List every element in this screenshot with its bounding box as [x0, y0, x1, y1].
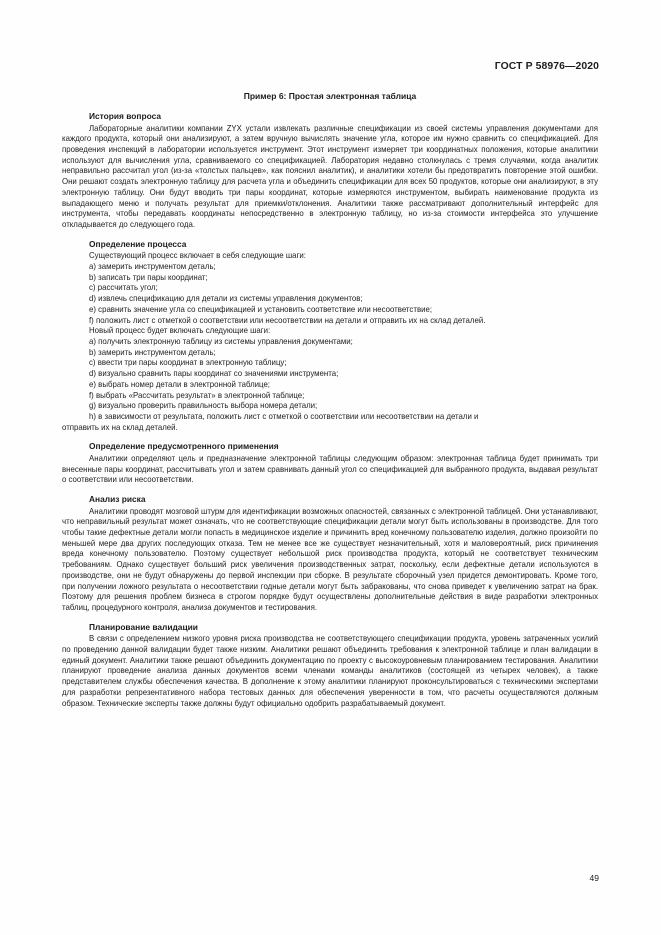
list-item: d) визуально сравнить пары координат со значениями инструмента; — [89, 369, 339, 379]
list-item: e) выбрать номер детали в электронной таблице; — [89, 379, 270, 389]
list-item: c) рассчитать угол; — [89, 283, 158, 293]
paragraph-intended-use: Аналитики определяют цель и предназначение электронной таблицы следующим образом: электронная таблица будет принимать три внесенные пары координат, рассчитывать угол и затем сравнивать данный угол со спецификацией для выбранного продукта, выдавая результат о соответствии или несоответствии. — [62, 453, 598, 485]
list-item: c) ввести три пары координат в электронную таблицу; — [89, 358, 287, 368]
list-item: e) сравнить значение угла со спецификацией и установить соответствие или несоответствие; — [89, 304, 433, 314]
paragraph-process-intro: Существующий процесс включает в себя следующие шаги: — [89, 251, 306, 261]
section-heading-process: Определение процесса — [89, 238, 187, 249]
section-heading-validation-planning: Планирование валидации — [89, 621, 198, 632]
paragraph-process-new-intro: Новый процесс будет включать следующие шаги: — [89, 326, 271, 336]
page-number: 49 — [589, 873, 599, 883]
section-heading-history: История вопроса — [89, 111, 162, 121]
list-item: b) замерить инструментом деталь; — [89, 347, 216, 357]
list-item: b) записать три пары координат; — [89, 272, 208, 282]
section-heading-intended-use: Определение предусмотренного применения — [89, 441, 279, 452]
list-item: d) извлечь спецификацию для детали из системы управления документов; — [89, 294, 363, 304]
list-item: a) замерить инструментом деталь; — [89, 261, 216, 271]
standard-designation: ГОСТ Р 58976—2020 — [494, 61, 599, 72]
page-body — [62, 91, 598, 709]
list-current-steps — [62, 262, 598, 326]
list-item — [62, 412, 598, 433]
list-item: f) выбрать «Рассчитать результат» в электронной таблице; — [89, 390, 305, 400]
list-item: a) получить электронную таблицу из системы управления документами; — [89, 336, 353, 346]
example-title: Пример 6: Простая электронная таблица — [243, 91, 417, 101]
paragraph-validation-planning: В связи с определением низкого уровня риска производства не соответствующего спецификации продукта, уровень затраченных усилий по проведению данной валидации будет также низким. Аналитики решают объединить требования к электронной таблице и план валидации в единый документ. Аналитики также решают объединить документацию по проекту с высокоуровневым планированием тестирования. Аналитики планируют проведение анализа данных документов всеми членами команды аналитиков (состоящей из четырех человек), а также представителем службы обеспечения качества. В дополнение к этому аналитики планируют проконсультироваться с техническими экспертами для разработки репрезентативного набора тестовых данных для обеспечения уверенности в том, что расчеты осуществляются должным образом. Технические эксперты также должны будут официально одобрить разрабатываемый документ. — [62, 634, 598, 708]
list-item-text: h) в зависимости от результата, положить лист с отметкой о соответствии или несоответствии на детали и — [89, 411, 479, 421]
list-item-continuation: отправить их на склад деталей. — [62, 422, 178, 432]
list-new-steps — [62, 337, 598, 433]
section-heading-risk-analysis: Анализ риска — [89, 494, 146, 505]
paragraph-risk-analysis: Аналитики проводят мозговой штурм для идентификации возможных опасностей, связанных с электронной таблицей. Они устанавливают, что неправильный результат может означать, что не соответствующие спецификации детали могут быть использованы в производстве. Для того чтобы такие дефектные детали могли попасть в медицинское изделие и причинить вред конечному пользователю изделия, должно произойти по меньшей мере два других последующих отказа. Тем не менее все же существует незначительный, хотя и маловероятный, риск причинения вреда конечному пользователю. Поэтому существует небольшой риск производства продукта, который не соответствует техническим требованиям. Однако существует больший риск увеличения производственных затрат, поскольку, если дефектные детали используются в производстве, они не будут обнаружены до первой инспекции при сборке. В результате сборочный узел придется демонтировать. Кроме того, при получении ложного результата о несоответствии годные детали могут быть забракованы, что снова приведет к увеличению затрат на брак. Поэтому для решения проблем бизнеса в строгом порядке будут осуществлены дополнительные действия в виде разработки электронных таблиц, процедурного контроля, анализа документов и тестирования. — [62, 506, 598, 613]
paragraph-history: Лабораторные аналитики компании ZYX устали извлекать различные спецификации из своей системы управления документами для каждого продукта, который они анализируют, а затем вручную вычислять значение угла, которое им нужно сравнить со спецификацией. Для проведения инспекций в лаборатории используется инструмент. Этот инструмент измеряет три координатных положения, которые аналитики используют для вычисления угла, сравниваемого со спецификацией. Лаборатория недавно столкнулась с тремя случаями, когда аналитик неправильно рассчитал угол (из-за «толстых пальцев», как пояснил аналитик), и аналитики хотели бы предотвратить повторение этой ошибки. Они решают создать электронную таблицу для расчета угла и объединить спецификации для всех 50 продуктов, которые они анализируют, в эту электронную таблицу. Они будут вводить три пары координат, которые измеряются инструментом, выбирать наименование продукта из выпадающего меню и получать результат для приемки/отклонения. Аналитики также рассматривают дополнительный интерфейс для инструмента, чтобы передавать координаты непосредственно в электронную таблицу, но из-за стоимости интерфейса это улучшение откладывается до следующего года. — [62, 123, 598, 229]
list-item: g) визуально проверить правильность выбора номера детали; — [89, 401, 318, 411]
list-item: f) положить лист с отметкой о соответствии или несоответствии на детали и отправить их на склад деталей. — [89, 315, 486, 325]
